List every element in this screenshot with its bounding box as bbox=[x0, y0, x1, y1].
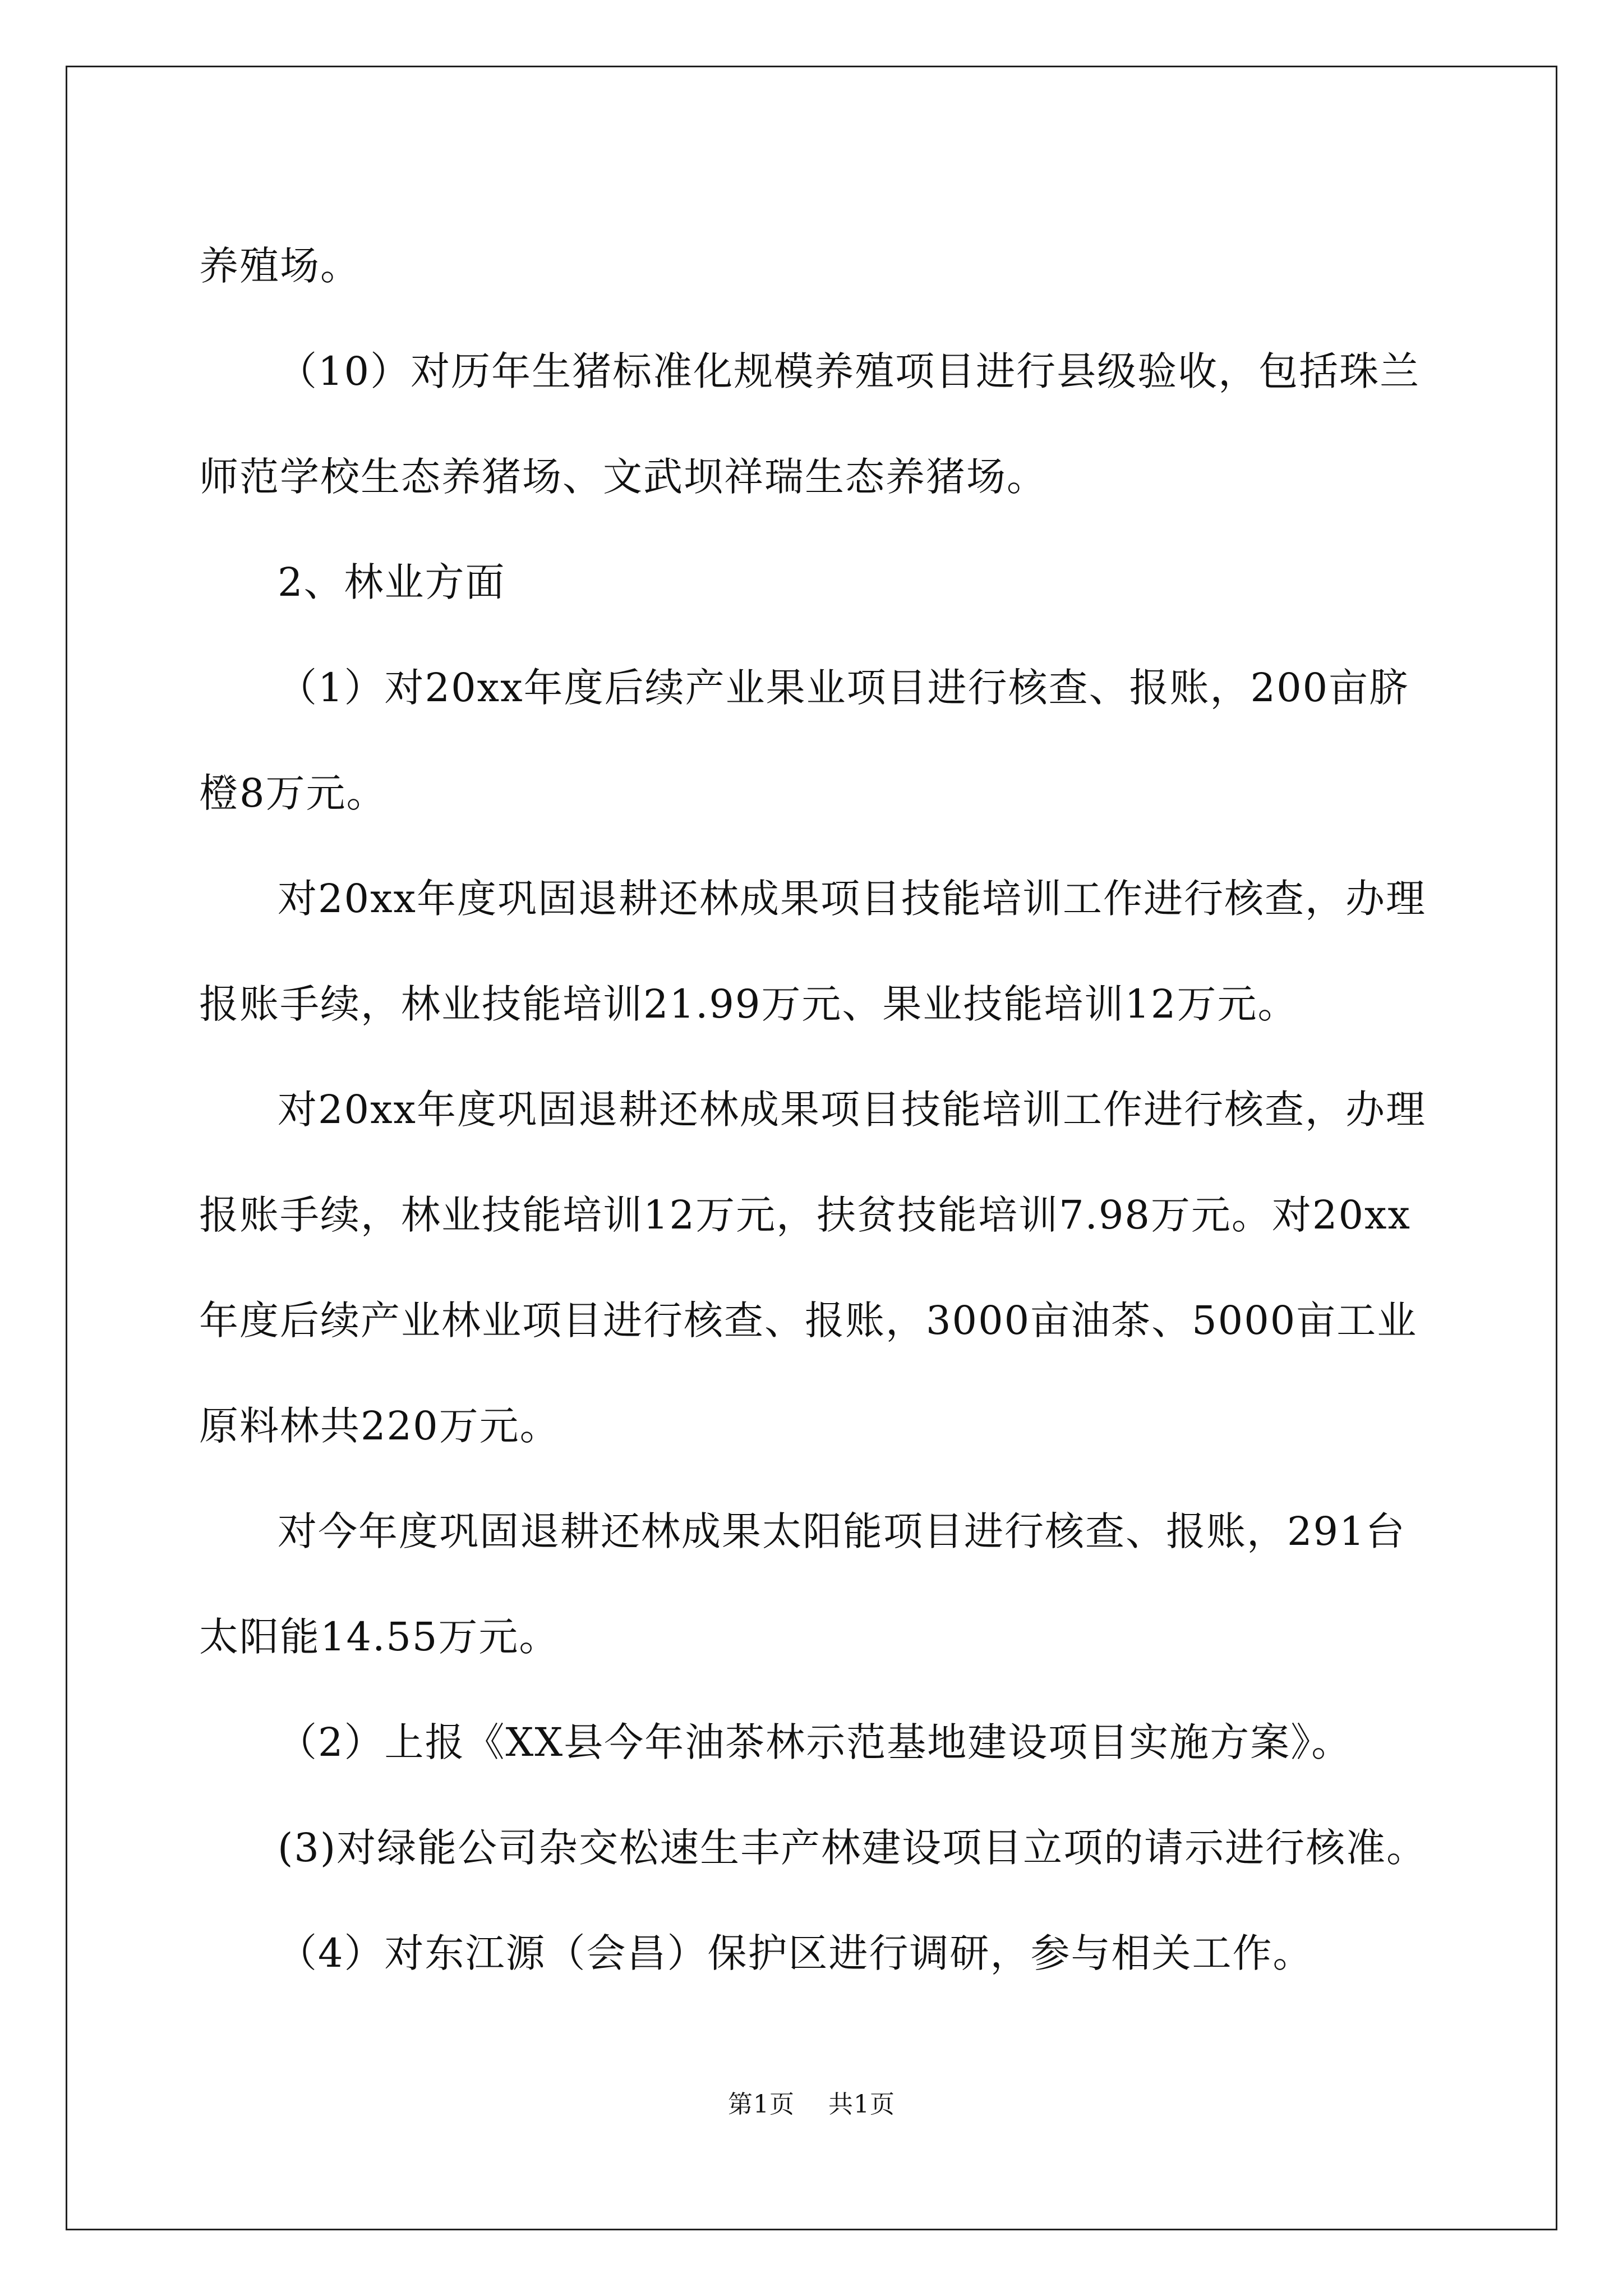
page-number-total: 共1页 bbox=[828, 2090, 895, 2119]
page-number-current: 第1页 bbox=[728, 2090, 795, 2119]
paragraph-9: (3)对绿能公司杂交松速生丰产林建设项目立项的请示进行核准。 bbox=[278, 1825, 1427, 1871]
paragraph-1: 养殖场。 bbox=[199, 243, 361, 289]
paragraph-8: （2）上报《XX县今年油茶林示范基地建设项目实施方案》。 bbox=[278, 1719, 1352, 1765]
section-heading-forestry: 2、林业方面 bbox=[278, 559, 506, 605]
document-body bbox=[199, 213, 1427, 2006]
paragraph-10: （4）对东江源（会昌）保护区进行调研，参与相关工作。 bbox=[278, 1930, 1313, 1976]
paragraph-6: 对20xx年度巩固退耕还林成果项目技能培训工作进行核查，办理报账手续，林业技能培训12万元，扶贫技能培训7.98万元。对20xx年度后续产业林业项目进行核查、报账，3000亩油茶、5000亩工业原料林共220万元。 bbox=[199, 1087, 1427, 1449]
paragraph-2: （10）对历年生猪标准化规模养殖项目进行县级验收，包括珠兰师范学校生态养猪场、文武坝祥瑞生态养猪场。 bbox=[199, 348, 1421, 500]
paragraph-4: （1）对20xx年度后续产业果业项目进行核查、报账，200亩脐橙8万元。 bbox=[199, 665, 1410, 816]
page-footer bbox=[0, 2088, 1623, 2122]
paragraph-5: 对20xx年度巩固退耕还林成果项目技能培训工作进行核查，办理报账手续，林业技能培训21.99万元、果业技能培训12万元。 bbox=[199, 876, 1427, 1027]
paragraph-7: 对今年度巩固退耕还林成果太阳能项目进行核查、报账，291台太阳能14.55万元。 bbox=[199, 1508, 1406, 1660]
